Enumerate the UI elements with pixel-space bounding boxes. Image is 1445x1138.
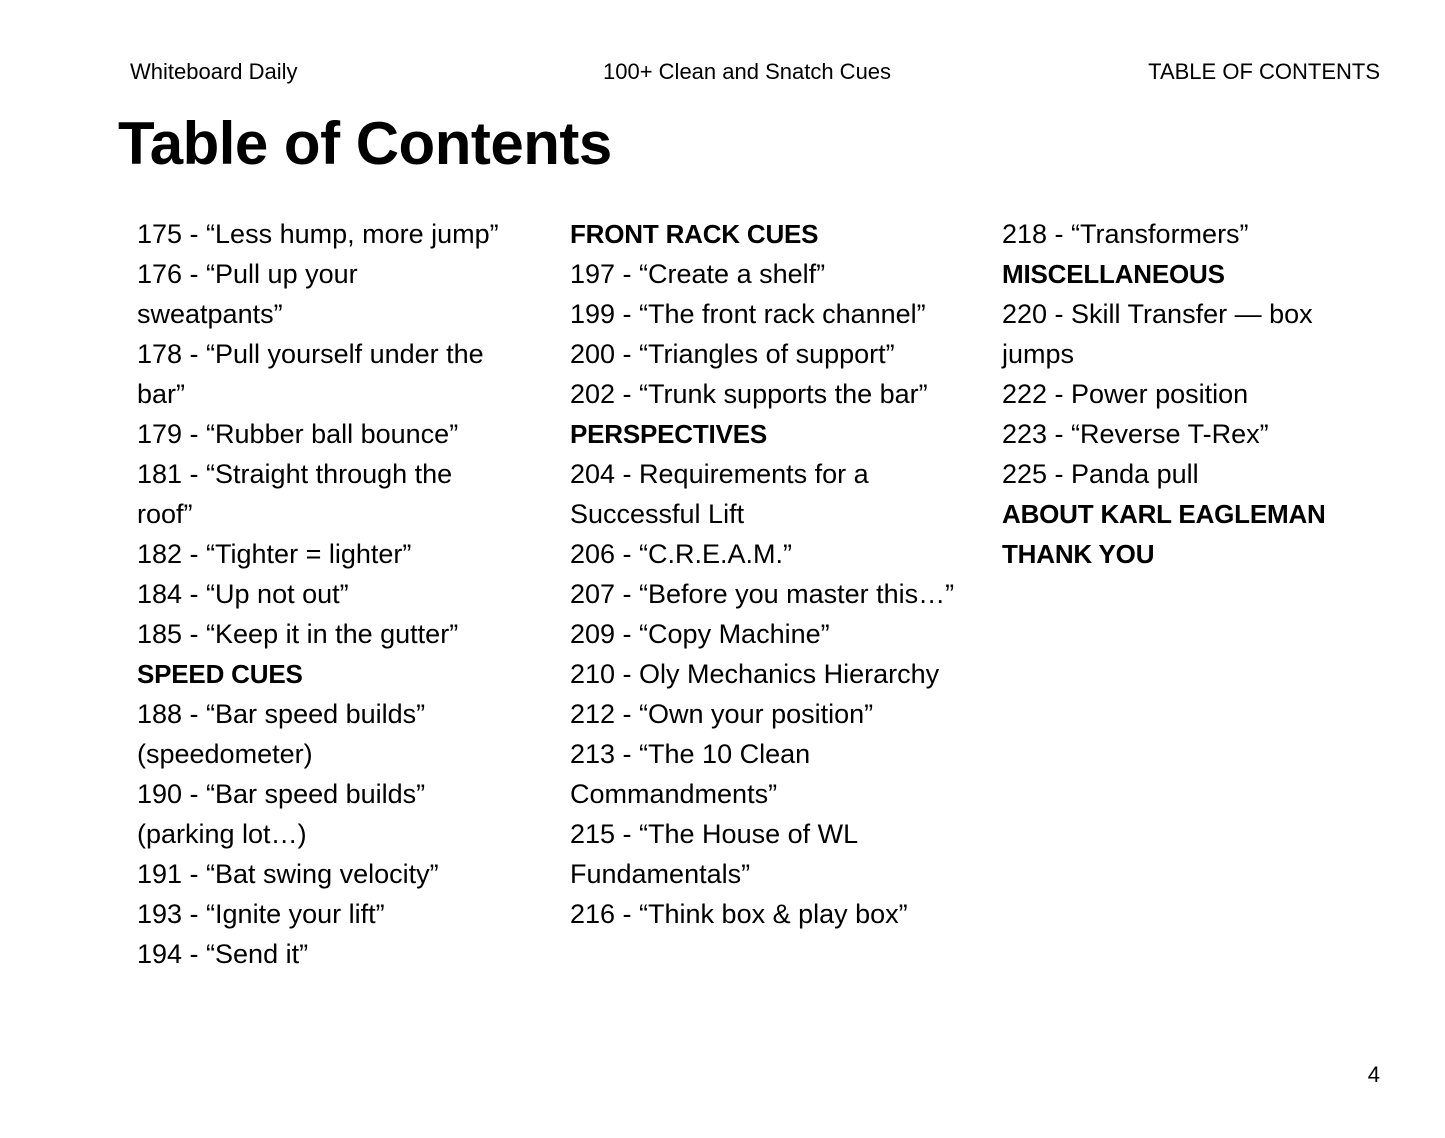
header-publication-name: Whiteboard Daily: [130, 59, 298, 84]
toc-entry: 200 - “Triangles of support”: [570, 339, 895, 369]
toc-entry: 209 - “Copy Machine”: [570, 619, 830, 649]
toc-entry: 212 - “Own your position”: [570, 699, 874, 729]
toc-column-2: [570, 214, 955, 934]
toc-entry: 210 - Oly Mechanics Hierarchy: [570, 659, 940, 689]
toc-entry: 206 - “C.R.E.A.M.”: [570, 539, 793, 569]
toc-section-heading: ABOUT KARL EAGLEMAN: [1002, 499, 1326, 529]
toc-entry: 188 - “Bar speed builds” (speedometer): [137, 699, 426, 769]
toc-entry: 215 - “The House of WL Fundamentals”: [570, 819, 858, 889]
toc-entry: 179 - “Rubber ball bounce”: [137, 419, 459, 449]
header-section-name: TABLE OF CONTENTS: [1148, 59, 1380, 84]
toc-entry: 213 - “The 10 Clean Commandments”: [570, 739, 811, 809]
toc-column-3: [1002, 214, 1377, 574]
toc-entry: 220 - Skill Transfer — box jumps: [1002, 299, 1313, 369]
toc-entry: 194 - “Send it”: [137, 939, 309, 969]
toc-entry: 181 - “Straight through the roof”: [137, 459, 453, 529]
toc-entry: 191 - “Bat swing velocity”: [137, 859, 439, 889]
toc-entry: 185 - “Keep it in the gutter”: [137, 619, 459, 649]
toc-entry: 190 - “Bar speed builds” (parking lot…): [137, 779, 426, 849]
toc-entry: 202 - “Trunk supports the bar”: [570, 379, 928, 409]
toc-section-heading: SPEED CUES: [137, 659, 303, 689]
toc-entry: 207 - “Before you master this…”: [570, 579, 955, 609]
toc-entry: 204 - Requirements for a Successful Lift: [570, 459, 869, 529]
toc-entry: 193 - “Ignite your lift”: [137, 899, 385, 929]
toc-section-heading: FRONT RACK CUES: [570, 219, 819, 249]
toc-entry: 225 - Panda pull: [1002, 459, 1199, 489]
toc-section-heading: THANK YOU: [1002, 539, 1155, 569]
toc-entry: 197 - “Create a shelf”: [570, 259, 826, 289]
toc-entry: 175 - “Less hump, more jump”: [137, 219, 499, 249]
toc-entry: 218 - “Transformers”: [1002, 219, 1249, 249]
toc-entry: 199 - “The front rack channel”: [570, 299, 926, 329]
header-book-title: 100+ Clean and Snatch Cues: [603, 59, 892, 84]
toc-entry: 182 - “Tighter = lighter”: [137, 539, 412, 569]
toc-entry: 222 - Power position: [1002, 379, 1249, 409]
toc-section-heading: MISCELLANEOUS: [1002, 259, 1225, 289]
toc-section-heading: PERSPECTIVES: [570, 419, 767, 449]
toc-entry: 216 - “Think box & play box”: [570, 899, 908, 929]
toc-column-1: [137, 214, 507, 974]
toc-entry: 178 - “Pull yourself under the bar”: [137, 339, 484, 409]
toc-entry: 223 - “Reverse T-Rex”: [1002, 419, 1269, 449]
page-title: Table of Contents: [118, 110, 612, 177]
toc-entry: 176 - “Pull up your sweatpants”: [137, 259, 358, 329]
toc-entry: 184 - “Up not out”: [137, 579, 349, 609]
page-number: 4: [1367, 1062, 1380, 1087]
